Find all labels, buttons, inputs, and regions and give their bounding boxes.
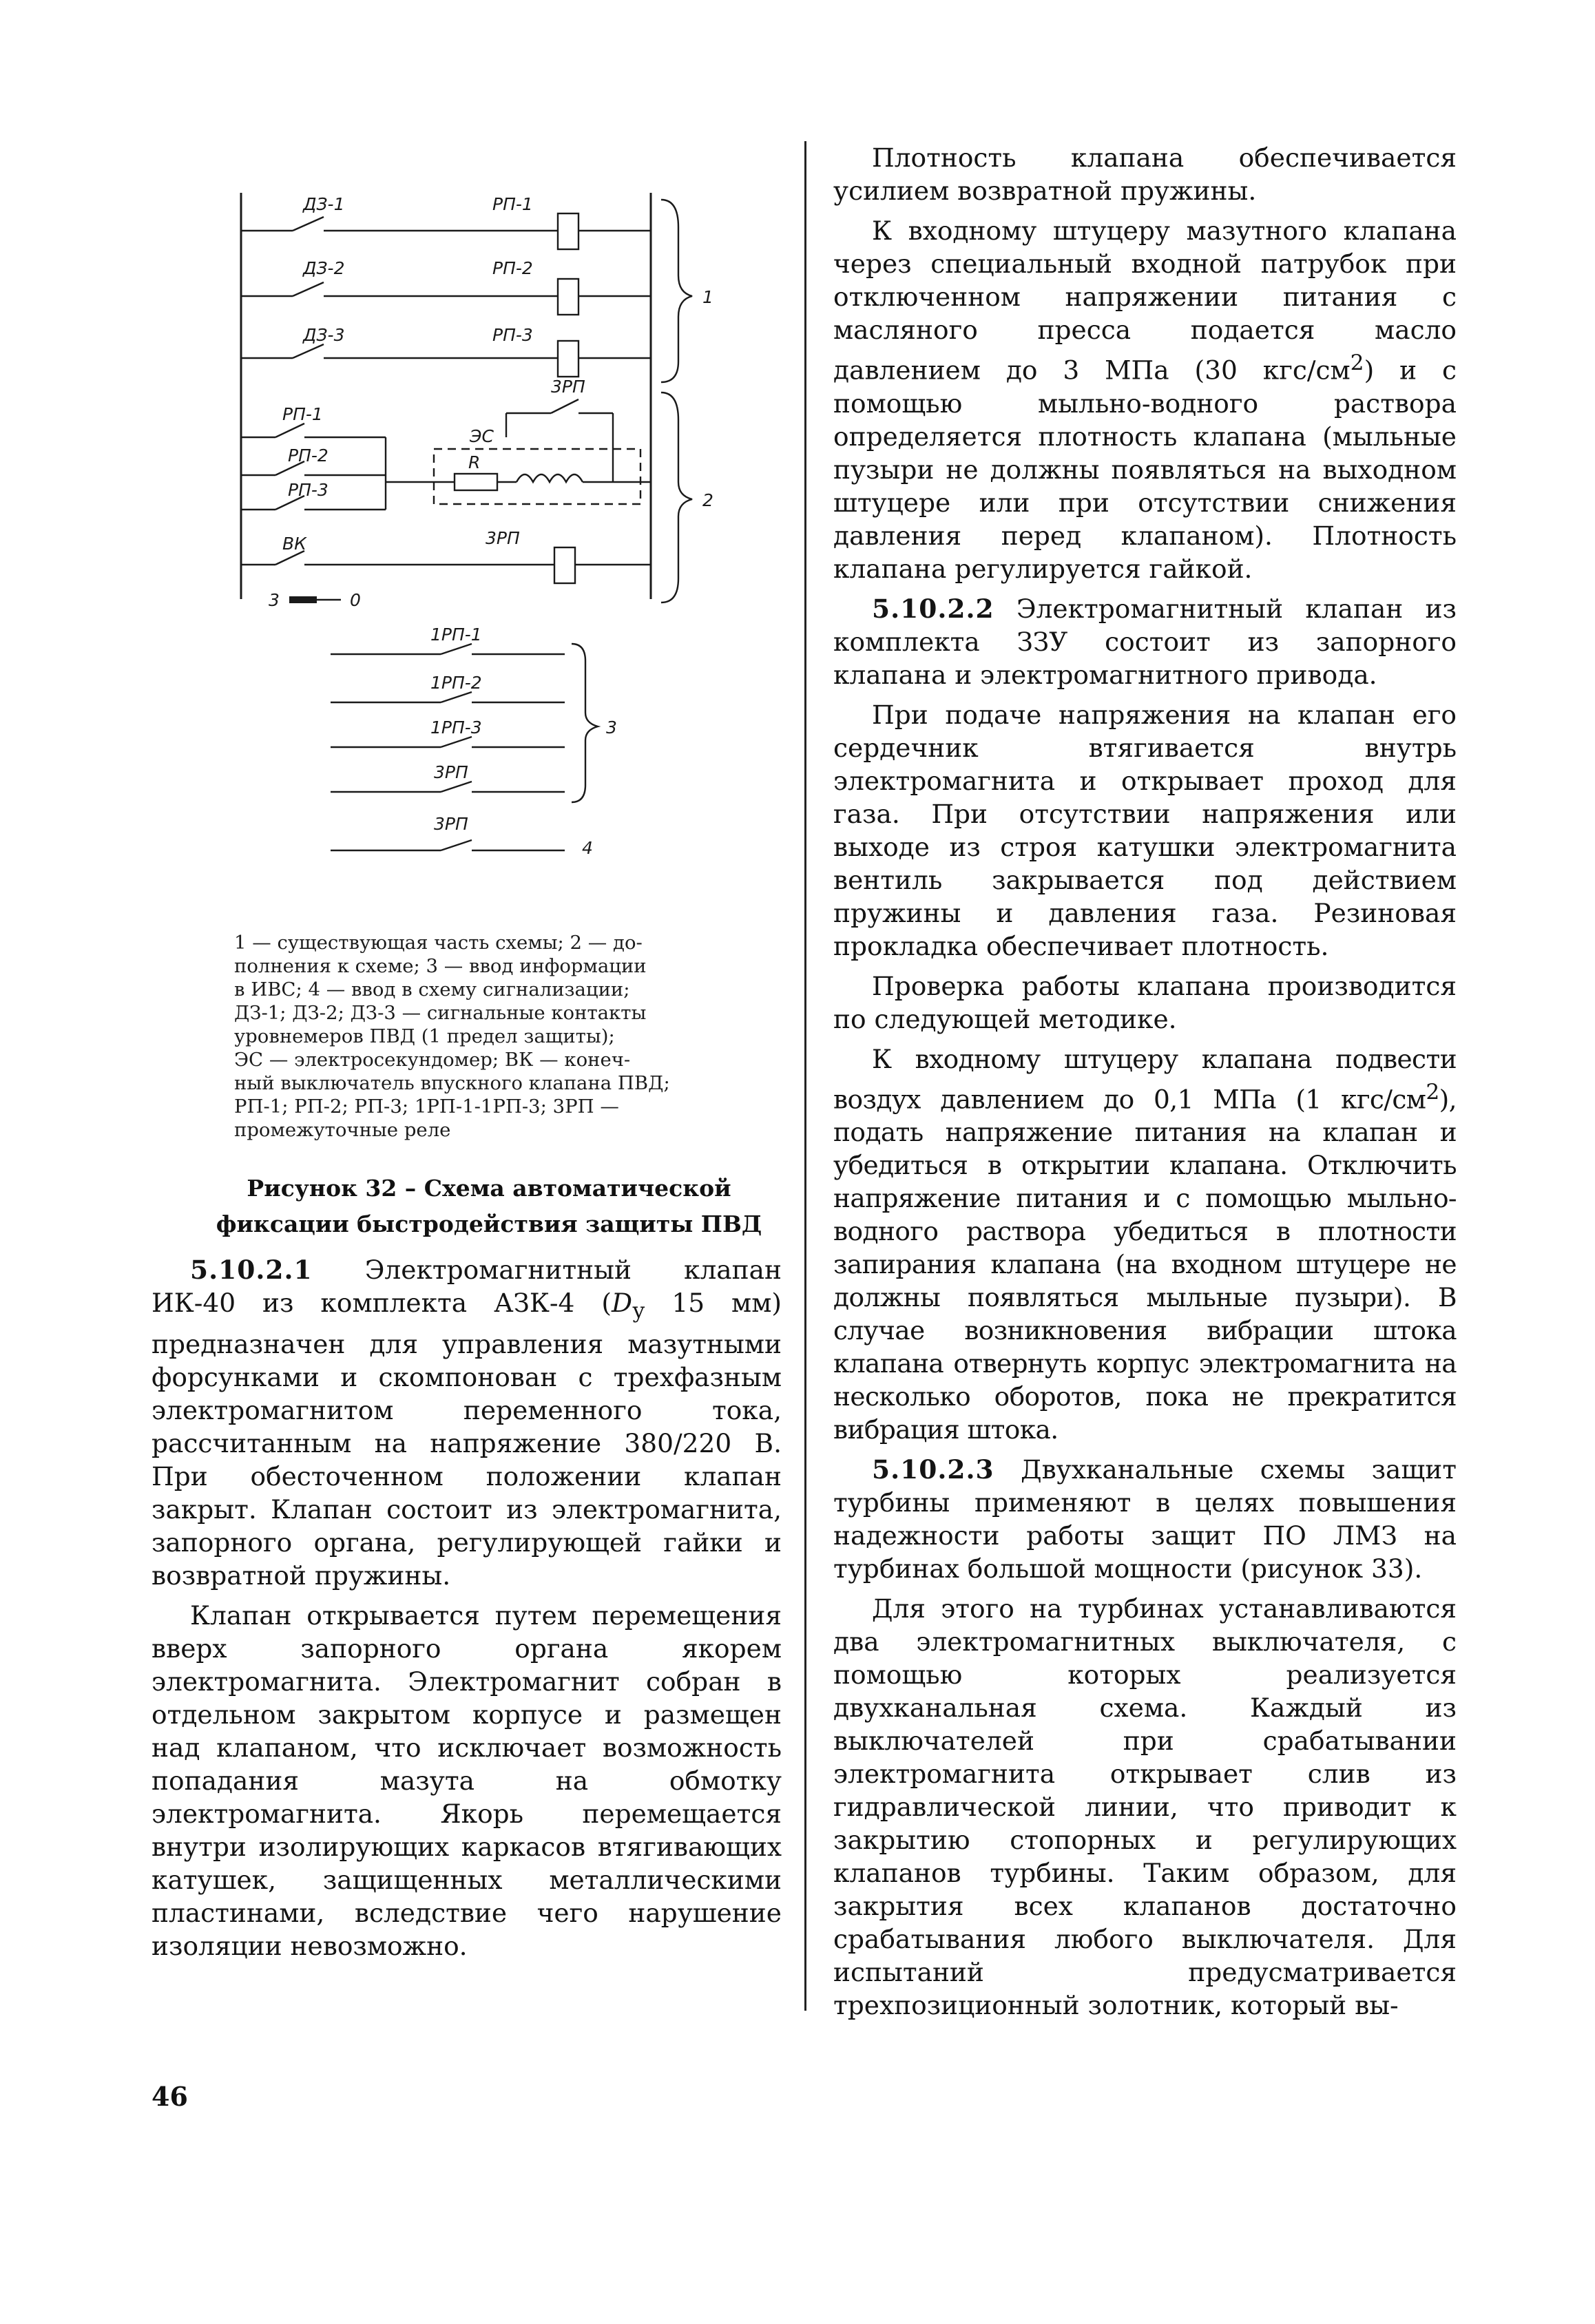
- section-number: 5.10.2.1: [190, 1255, 313, 1285]
- legend-line: 1 — существующая часть схемы; 2 — до-: [234, 932, 643, 954]
- paragraph-valve-tightness: Плотность клапана обеспечивается усилием возвратной пружины.: [833, 143, 1457, 206]
- figure-title-line2: фиксации быстродействия защиты ПВД: [216, 1211, 762, 1237]
- superscript: 2: [1426, 1079, 1439, 1105]
- coil-rp1: [558, 213, 578, 249]
- left-text-column: [152, 1253, 782, 1969]
- paragraph-two-channel: Для этого на турбинах устанавливаются два электромагнитных выключателя, с помощью которых реализуется двухканальная схема. Каждый из выключателей при срабатывании электромагнита открывает слив из гидравлической линии, что приводит к закрытию стопорных и регулирующих клапанов турбины. Таким образом, для закрытия всех клапанов достаточно срабатывания любого выключателя. Для испытаний предусматривается трехпозиционный золотник, который вы-: [833, 1593, 1457, 2020]
- contact-dz2: [293, 282, 324, 296]
- paragraph-5-10-2-2: [833, 592, 1457, 691]
- contact-1rp1: [441, 644, 472, 654]
- contact-dz3: [293, 344, 324, 358]
- label-rp2-coil: РП-2: [492, 258, 533, 278]
- coil-rp2: [558, 279, 578, 315]
- coil-3rp: [554, 547, 575, 583]
- paragraph-5-10-2-1: [152, 1253, 782, 1592]
- section-number: 5.10.2.2: [872, 593, 994, 624]
- legend-line: РП-1; РП-2; РП-3; 1РП-1-1РП-3; 3РП —: [234, 1096, 619, 1118]
- label-dz1: ДЗ-1: [303, 194, 345, 214]
- label-3rp-signal: 3РП: [434, 814, 468, 834]
- bracket-2: [661, 392, 692, 603]
- paragraph-text: К входному штуцеру мазутного клапана через специальный входной патрубок при отключенном напряжении питания с масляного пресса подается масло давлением до 3 МПа (30 кгс/см: [833, 216, 1457, 386]
- label-rp1-coil: РП-1: [492, 194, 533, 214]
- paragraph-text: Двухканальные схемы защит турбины применяют в целях повышения надежности работы защит ПО ЛМЗ на турбинах большой мощности (рисунок 33).: [833, 1454, 1457, 1584]
- paragraph-core-action: При подаче напряжения на клапан его сердечник втягивается внутрь электромагнита и открывает проход для газа. При отсутствии напряжения или выходе из строя катушки электромагнита вентиль закрывается под действием пружины и давления газа. Резиновая прокладка обеспечивает плотность.: [833, 699, 1457, 961]
- circuit-diagram-svg: [227, 186, 751, 875]
- coil-rp3: [558, 341, 578, 377]
- section-number: 5.10.2.3: [872, 1454, 994, 1485]
- legend-line: ДЗ-1; ДЗ-2; ДЗ-3 — сигнальные контакты: [234, 1002, 647, 1024]
- label-3rp-top: 3РП: [551, 377, 585, 397]
- label-1rp1: 1РП-1: [430, 625, 482, 645]
- label-rp1-contact: РП-1: [282, 404, 323, 424]
- superscript: 2: [1350, 350, 1364, 375]
- contact-rp1: [275, 423, 304, 437]
- paragraph-text: 15 мм) предназначен для управления мазутными форсунками и скомпонован с трехфазным электромагнитом переменного тока, рассчитанным на напряжение 380/220 В. При обесточенном положении клапан закрыт. Клапан состоит из электромагнита, запорного органа, регулирующей гайки и возвратной пружины.: [152, 1288, 782, 1591]
- bracket-label-4: 4: [582, 838, 593, 858]
- label-switch-0: 0: [350, 590, 361, 610]
- legend-line: ный выключатель впускного клапана ПВД;: [234, 1072, 670, 1094]
- page-number: 46: [152, 2081, 188, 2112]
- bracket-1: [661, 200, 692, 382]
- right-text-column: [833, 141, 1457, 2029]
- label-dz2: ДЗ-2: [303, 258, 345, 278]
- label-1rp2: 1РП-2: [430, 673, 482, 693]
- paragraph-text: Электромагнитный клапан ИК-40 из комплекта АЗК-4 (: [152, 1255, 782, 1318]
- legend-line: промежуточные реле: [234, 1119, 451, 1141]
- paragraph-air-test: [833, 1043, 1457, 1447]
- paragraph-text: ) и с помощью мыльно-водного раствора определяется плотность клапана (мыльные пузыри не должны появляться на выходном штуцере или при отсутствии снижения давления перед клапаном). Плотность клапана регулируется гайкой.: [833, 355, 1457, 584]
- bracket-label-3: 3: [606, 718, 617, 737]
- contact-1rp3: [441, 737, 472, 747]
- circuit-diagram: [227, 186, 751, 875]
- label-rp3-coil: РП-3: [492, 325, 533, 345]
- label-es: ЭС: [470, 426, 494, 446]
- dy-symbol: D: [611, 1288, 633, 1318]
- bracket-label-1: 1: [702, 287, 713, 307]
- switch-handle: [289, 596, 317, 603]
- label-rp2-contact: РП-2: [288, 446, 329, 465]
- legend-line: ЭС — электросекундомер; ВК — конеч-: [234, 1049, 631, 1071]
- legend-line: в ИВС; 4 — ввод в схему сигнализации;: [234, 978, 630, 1001]
- inductor-coil: [517, 474, 583, 482]
- paragraph-text: К входному штуцеру клапана подвести воздух давлением до 0,1 МПа (1 кгс/см: [833, 1043, 1457, 1114]
- bracket-label-2: 2: [702, 490, 713, 510]
- paragraph-valve-opening: Клапан открывается путем перемещения вверх запорного органа якорем электромагнита. Электромагнит собран в отдельном закрытом корпусе и размещен над клапаном, что исключает возможность попадания мазута на обмотку электромагнита. Якорь перемещается внутри изолирующих каркасов втягивающих катушек, защищенных металлическими пластинами, вследствие чего нарушение изоляции невозможно.: [152, 1600, 782, 1961]
- label-vk: ВК: [282, 534, 306, 554]
- contact-3rp-out: [441, 782, 472, 792]
- label-r: R: [468, 452, 481, 472]
- paragraph-mazut-test: [833, 214, 1457, 585]
- paragraph-text: ), подать напряжение питания на клапан и убедиться в открытии клапана. Отключить напряжение питания и с помощью мыльно-водного раствора убедиться в плотности запирания клапана (на входном штуцере не должны появляться мыльные пузыри). В случае возникновения вибрации штока клапана отвернуть корпус электромагнита на несколько оборотов, пока не прекратится вибрация штока.: [833, 1084, 1457, 1445]
- label-3rp-coil: 3РП: [486, 528, 520, 548]
- label-rp3-contact: РП-3: [288, 480, 329, 500]
- legend-line: полнения к схеме; 3 — ввод информации: [234, 955, 647, 977]
- paragraph-5-10-2-3: [833, 1453, 1457, 1585]
- resistor-r: [455, 474, 497, 490]
- column-divider: [804, 141, 806, 2011]
- paragraph-check-method: Проверка работы клапана производится по следующей методике.: [833, 970, 1457, 1034]
- label-dz3: ДЗ-3: [303, 325, 345, 345]
- legend-line: уровнемеров ПВД (1 предел защиты);: [234, 1025, 615, 1047]
- paragraph-text: Электромагнитный клапан из комплекта ЗЗУ состоит из запорного клапана и электромагнитного привода.: [833, 593, 1457, 690]
- contact-dz1: [293, 217, 324, 231]
- contact-1rp2: [441, 692, 472, 702]
- label-3rp-out: 3РП: [434, 762, 468, 782]
- dy-subscript: у: [632, 1298, 645, 1323]
- contact-3rp-signal: [441, 840, 472, 850]
- figure-title-line1: Рисунок 32 – Схема автоматической: [247, 1175, 731, 1202]
- figure-legend: [234, 931, 744, 1142]
- contact-3rp-bypass: [551, 399, 578, 413]
- figure-title: [186, 1171, 792, 1242]
- bracket-3: [572, 644, 598, 802]
- label-1rp3: 1РП-3: [430, 718, 482, 737]
- label-switch-3: 3: [269, 590, 280, 610]
